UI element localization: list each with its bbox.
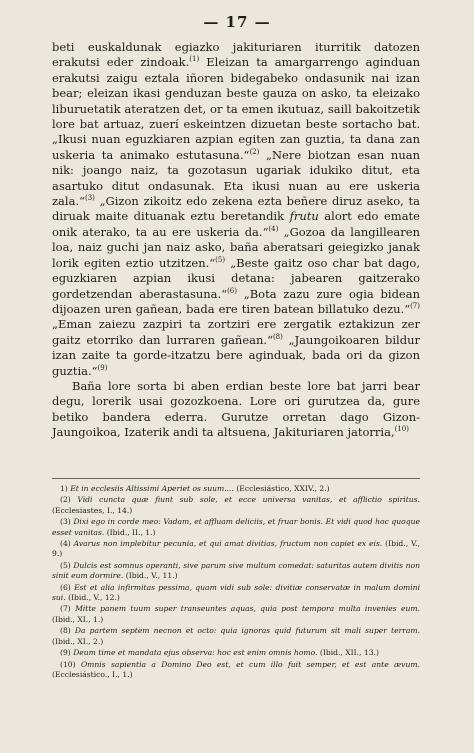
footnote [52,626,420,647]
text-run: „Bota zazu zure ogia bidean dijoazen uren gañean, bada ere tiren batean billatuko dezu.“ [52,286,420,316]
footnote [52,660,420,681]
footnote-ref: (9) [97,363,108,372]
text-run: alort edo emate onik aterako, ta au ere uskeria da.“ [52,209,420,239]
footnote-quote: Est et alia infirmitas pessima, quam vidi sub sole: divitiæ conservatæ in malum domini sui. [52,582,420,603]
footnote-divider [52,478,420,479]
footnote-number: (10) [60,659,76,669]
footnote [52,648,420,658]
italic-word: frutu [289,209,319,224]
footnote-number: (4) [60,539,71,549]
text-run: „Nere biotzan esan nuan nik: joango naiz, ta gozotasun ugariak idukiko ditut, eta asartuko ditut ondasunak. Eta ikusi nuan au ere uskeria zala.“ [52,147,420,209]
footnote-number: (6) [60,582,71,592]
footnotes [52,484,420,681]
text-run: „Gozoa da langillearen loa, naiz guchi jan naiz asko, baña aberatsari geiegizko janak lorik egiten eztio utzitzen.“ [52,224,420,270]
text-run: „Eman zaiezu zazpiri ta zortziri ere zergatik eztakizun zer gaitz etorriko dan lurraren gañean.“ [52,317,420,347]
text-run: Eleizan ta amargarrengo aginduan erakutsi zaigu eztala iñoren bidegabeko ondasunik nai izan bear; eleizan ikasi genduzan beste gauza on asko, ta eleizako liburuetatik ateratzen det, or ta emen ikutuaz, saill bakoitzetik lore bat artuaz, zuerí eskeintzen dizuetan beste sortacho bat. „Ikusi nuan eguzkiaren azpian egiten zan guztia, ta dana zan uskeria ta animako estutasuna.“ [52,55,420,162]
footnote-ref: (4) [268,225,279,234]
footnote-source: (Ibid., V., 9.) [52,539,420,559]
footnote-number: (9) [60,648,71,658]
footnote-quote: Mitte panem tuum super transeuntes aquas, quia post tempora multa invenies eum. [75,604,420,614]
footnote-ref: (2) [249,148,260,157]
paragraph-2 [52,379,420,441]
footnote [52,484,420,494]
footnote-quote: Et in ecclesiis Altissimi Aperiet os suum.... [70,484,234,493]
footnote-source: (Ibid., XI., 2.) [52,636,104,646]
paragraph-1 [52,40,420,379]
footnote-number: 1) [60,484,68,493]
footnote [52,539,420,560]
footnote [52,517,420,538]
footnote-number: (8) [60,626,71,636]
footnote-source: (Ibid., V., 12.) [68,593,120,603]
footnote-quote: Omnis sapientia a Domino Deo est, et cum illo fuit semper, et est ante ævum. [80,659,420,669]
footnote-source: (Ibid., XII., 13.) [319,648,379,658]
footnote-quote: Deum time et mandata ejus observa: hoc est enim omnis homo. [73,648,318,658]
footnote-number: (3) [60,517,71,527]
footnote [52,583,420,604]
footnote [52,495,420,516]
footnote-ref: (3) [84,194,95,203]
footnote [52,561,420,582]
footnote-quote: Da partem septem necnon et octo: quia ignoras quid futurum sit mali super terram. [74,626,420,636]
footnote-number: (7) [60,604,71,614]
footnote-ref: (1) [189,55,200,64]
footnote-quote: Vidi cuncta quæ fiunt sub sole, et ecce universa vanitas, et afflictio spiritus. [77,495,420,505]
footnote-source: (Ecclesiástico., I., 1.) [52,669,133,679]
footnote-ref: (5) [215,255,226,264]
footnote-source: (Ibid., XI., 1.) [52,614,104,624]
footnote-number: (2) [60,495,71,505]
footnote-ref: (8) [272,332,283,341]
text-run: „Gizon zikoitz edo zekena ezta beñere diruz aseko, ta diruak maite dituanak eztu beretandik [52,194,420,224]
footnote-source: (Ibid., II., 1.) [106,527,156,537]
footnote-ref: (7) [410,302,420,311]
page-number: — 17 — [203,13,271,31]
footnote-ref: (10) [394,425,409,434]
text-run: Baña lore sorta bi aben erdian beste lore bat jarri bear degu, lorerik usai gozozkoena. Lore ori gurutzea da, gure betiko bandera ederra. Gurutze orretan dago Gizon-Jaungoikoa, Izaterik andi ta altsuena, Jakituriaren jatorria, [52,378,420,440]
footnote-source: (Ecclesiástico, XXIV., 2.) [236,484,330,493]
footnote-source: (Ibid., V., 11.) [125,571,178,581]
footnote [52,604,420,625]
text-run: „Jaungoikoaren bildur izan zaite ta gorde-itzatzu bere aginduak, bada ori da gizon guztia.“ [52,332,420,378]
text-run: beti euskaldunak egiazko jakituriaren iturritik datozen erakutsi eder zindoak. [52,40,420,70]
footnote-number: (5) [60,560,71,570]
footnote-source: (Ecclesiastes, I., 14.) [52,505,133,515]
main-text [52,40,420,441]
footnote-quote: Dulcis est somnus operanti, sive parum sive multum comedat: saturitas autem divitis non sinit eum dormire. [52,560,420,581]
text-run: „Beste gaitz oso char bat dago, eguzkiaren azpian ikusi detana: jabearen gaitzerako gordetzendan aberastasuna.“ [52,255,420,301]
footnote-quote: Avarus non implebitur pecunia, et qui amat divitias, fructum non capiet ex eis. [73,539,383,549]
footnote-ref: (6) [227,286,237,295]
footnote-quote: Dixi ego in corde meo: Vadam, et affluam deliciis, et fruar bonis. Et vidi quod hoc quoque esset vanitas. [52,517,420,537]
